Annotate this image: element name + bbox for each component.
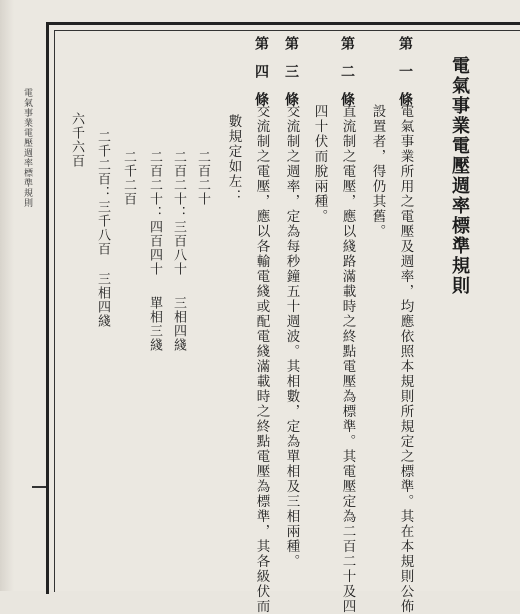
article-2-line-1: 直流制之電壓，應以綫路滿載時之終點電壓為標準。其電壓定為二百二十及四 — [339, 104, 356, 614]
article-4-line-2: 數規定如左： — [225, 114, 242, 204]
article-3-label: 第三條 — [283, 36, 299, 120]
voltage-item-6: 六千六百 — [69, 112, 84, 168]
article-1-line-1: 電氣事業所用之電壓及週率，均應依照本規則所規定之標準。其在本規則公佈 — [397, 104, 414, 614]
margin-running-title: 電氣事業電壓週率標準規則 — [22, 88, 32, 208]
voltage-item-1: 二百二十 — [195, 150, 210, 206]
phase-note-2: 單相三綫 — [147, 296, 162, 352]
voltage-item-3: 二百二十：四百四十 — [147, 150, 162, 276]
voltage-item-4: 二千二百 — [121, 150, 136, 206]
margin-dash — [32, 486, 46, 488]
article-1-line-2: 設置者，得仍其舊。 — [369, 104, 386, 239]
document-title: 電氣事業電壓週率標準規則 — [449, 56, 470, 296]
voltage-item-5: 二千二百：三千八百 — [95, 130, 110, 256]
article-1-label: 第一條 — [397, 36, 413, 120]
article-4-label: 第四條 — [253, 36, 269, 120]
voltage-item-2: 二百二十：三百八十 — [171, 150, 186, 276]
article-3-line-1: 交流制之週率，定為每秒鐘五十週波。其相數，定為單相及三相兩種。 — [283, 104, 300, 569]
phase-note-3: 三相四綫 — [95, 272, 110, 328]
article-2-line-2: 四十伏而脫兩種。 — [311, 104, 328, 224]
phase-note-1: 三相四綫 — [171, 296, 186, 352]
book-spine-shadow — [0, 0, 14, 591]
article-4-line-1: 交流制之電壓，應以各輸電綫或配電綫滿載時之終點電壓為標準，其各級伏而 — [253, 104, 270, 614]
article-2-label: 第二條 — [339, 36, 355, 120]
